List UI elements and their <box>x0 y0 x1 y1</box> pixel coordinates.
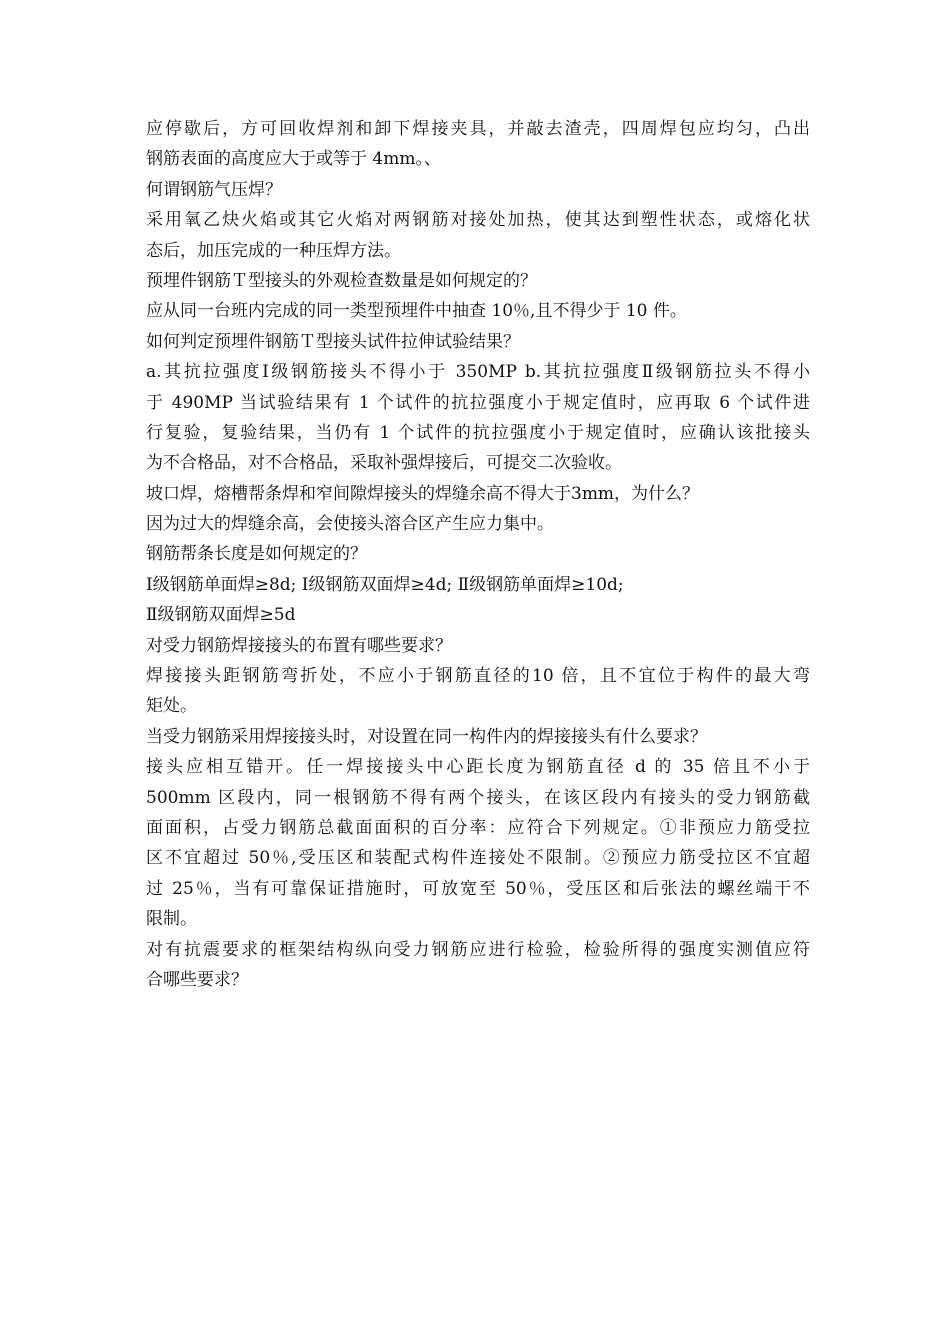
text-line: 如何判定预埋件钢筋Ｔ型接头试件拉伸试验结果？ <box>146 331 520 352</box>
text-line: 面面积，占受力钢筋总截面面积的百分率：应符合下列规定。①非预应力筋受拉 <box>146 817 810 838</box>
text-line: Ⅰ级钢筋单面焊≥8d; Ⅰ级钢筋双面焊≥4d; Ⅱ级钢筋单面焊≥10d; <box>146 574 624 595</box>
text-line: 500mm 区段内，同一根钢筋不得有两个接头，在该区段内有接头的受力钢筋截 <box>146 787 810 808</box>
text-line: 焊接接头距钢筋弯折处，不应小于钢筋直径的10 倍，且不宜位于构件的最大弯 <box>146 666 810 687</box>
text-line: 应停歇后，方可回收焊剂和卸下焊接夹具，并敲去渣壳，四周焊包应均匀，凸出 <box>146 119 810 139</box>
text-line: 应从同一台班内完成的同一类型预埋件中抽查 10％,且不得少于 10 件。 <box>146 301 687 322</box>
text-line: 对有抗震要求的框架结构纵向受力钢筋应进行检验，检验所得的强度实测值应符 <box>146 939 810 960</box>
text-line: 合哪些要求？ <box>146 969 248 990</box>
text-line: 预埋件钢筋Ｔ型接头的外观检查数量是如何规定的？ <box>146 270 537 291</box>
text-line: 矩处。 <box>146 696 197 717</box>
text-line: 限制。 <box>146 909 197 930</box>
text-line: 于 490MP 当试验结果有 1 个试件的抗拉强度小于规定值时，应再取 6 个试件进 <box>146 392 810 413</box>
text-line: 行复验，复验结果，当仍有 1 个试件的抗拉强度小于规定值时，应确认该批接头 <box>146 422 810 443</box>
text-line: 态后，加压完成的一种压焊方法。 <box>146 240 401 261</box>
text-line: 何谓钢筋气压焊？ <box>146 179 282 200</box>
text-line: 钢筋表面的高度应大于或等于 4mm。、 <box>146 149 441 170</box>
text-line: 对受力钢筋焊接接头的布置有哪些要求？ <box>146 635 452 656</box>
text-line: 因为过大的焊缝余高，会使接头溶合区产生应力集中。 <box>146 514 554 535</box>
text-line: 当受力钢筋采用焊接接头时，对设置在同一构件内的焊接接头有什么要求？ <box>146 726 707 747</box>
text-line: 接头应相互错开。任一焊接接头中心距长度为钢筋直径 d 的 35 倍且不小于 <box>146 757 810 778</box>
document-body <box>146 114 810 995</box>
text-line: 过 25％，当有可靠保证措施时，可放宽至 50％，受压区和后张法的螺丝端干不 <box>146 878 810 899</box>
text-line: a.其抗拉强度Ⅰ级钢筋接头不得小于 350MP b.其抗拉强度Ⅱ级钢筋拉头不得小 <box>146 362 810 383</box>
text-line: 区不宜超过 50％,受压区和装配式构件连接处不限制。②预应力筋受拉区不宜超 <box>146 848 810 869</box>
text-line: 坡口焊，熔槽帮条焊和窄间隙焊接头的焊缝余高不得大于3mm，为什么？ <box>146 483 700 504</box>
text-line: 采用氧乙炔火焰或其它火焰对两钢筋对接处加热，使其达到塑性状态，或熔化状 <box>146 210 810 231</box>
text-line: 钢筋帮条长度是如何规定的？ <box>146 544 367 565</box>
text-line: Ⅱ级钢筋双面焊≥5d <box>146 605 296 626</box>
text-line: 为不合格品，对不合格品，采取补强焊接后，可提交二次验收。 <box>146 453 622 474</box>
